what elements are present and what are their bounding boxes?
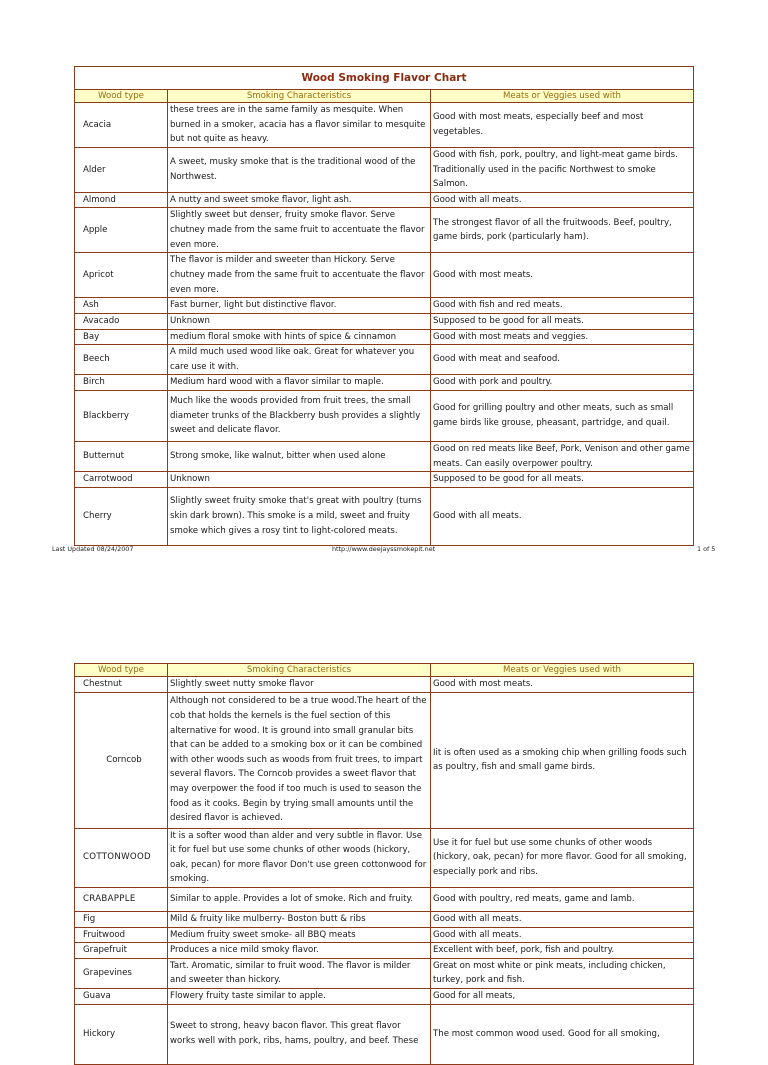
meats-cell: Good for grilling poultry and other meats, such as small game birds like grouse, pheasant, partridge, and quail.: [431, 390, 694, 441]
chart-title: Wood Smoking Flavor Chart: [75, 67, 694, 90]
smoking-cell: these trees are in the same family as mesquite. When burned in a smoker, acacia has a flavor similar to mesquite but not quite as heavy.: [168, 103, 431, 148]
smoking-cell: Similar to apple. Provides a lot of smoke. Rich and fruity.: [168, 887, 431, 911]
smoking-cell: A nutty and sweet smoke flavor, light ash.: [168, 192, 431, 208]
smoking-cell: Medium hard wood with a flavor similar to maple.: [168, 375, 431, 391]
table-row: [75, 943, 694, 959]
table-row: [75, 911, 694, 927]
table-row: [75, 148, 694, 193]
table-row: [75, 958, 694, 988]
meats-cell: Good with most meats.: [431, 677, 694, 693]
table-row: [75, 298, 694, 314]
wood-type-cell: Hickory: [75, 1004, 168, 1064]
meats-cell: Iit is often used as a smoking chip when grilling foods such as poultry, fish and small game birds.: [431, 692, 694, 828]
header-row: [75, 90, 694, 103]
smoking-cell: It is a softer wood than alder and very subtle in flavor. Use it for fuel but use some chunks of other woods (hickory, oak, pecan) for more flavor Don't use green cottonwood for smoking.: [168, 828, 431, 887]
table-row: [75, 208, 694, 253]
meats-cell: Great on most white or pink meats, including chicken, turkey, pork and fish.: [431, 958, 694, 988]
table-row: [75, 487, 694, 545]
smoking-cell: Slightly sweet nutty smoke flavor: [168, 677, 431, 693]
wood-type-cell: Carrotwood: [75, 472, 168, 488]
wood-type-cell: Blackberry: [75, 390, 168, 441]
footer-last-updated: Last Updated 08/24/2007: [52, 545, 134, 553]
table-row: [75, 329, 694, 345]
meats-cell: Good with most meats and veggies.: [431, 329, 694, 345]
table-row: [75, 887, 694, 911]
wood-type-cell: Grapefruit: [75, 943, 168, 959]
wood-type-cell: CRABAPPLE: [75, 887, 168, 911]
smoking-cell: The flavor is milder and sweeter than Hickory. Serve chutney made from the same fruit to accentuate the flavor even more.: [168, 253, 431, 298]
smoking-cell: Slightly sweet but denser, fruity smoke flavor. Serve chutney made from the same fruit to accentuate the flavor even more.: [168, 208, 431, 253]
meats-cell: The most common wood used. Good for all smoking,: [431, 1004, 694, 1064]
wood-type-cell: Cherry: [75, 487, 168, 545]
wood-type-cell: Bay: [75, 329, 168, 345]
meats-cell: Good with poultry, red meats, game and lamb.: [431, 887, 694, 911]
meats-cell: Good with all meats.: [431, 487, 694, 545]
wood-type-cell: Beech: [75, 345, 168, 375]
meats-cell: Good with fish and red meats.: [431, 298, 694, 314]
flavor-table-page-2: [74, 663, 694, 1065]
wood-type-cell: Fig: [75, 911, 168, 927]
wood-type-cell: Apple: [75, 208, 168, 253]
table-row: [75, 677, 694, 693]
table-row: [75, 345, 694, 375]
meats-cell: Good for all meats,: [431, 988, 694, 1004]
wood-type-cell: Alder: [75, 148, 168, 193]
header-row: [75, 664, 694, 677]
smoking-cell: Strong smoke, like walnut, bitter when used alone: [168, 441, 431, 471]
wood-type-cell: Apricot: [75, 253, 168, 298]
wood-type-cell: Grapevines: [75, 958, 168, 988]
meats-cell: Good with fish, pork, poultry, and light-meat game birds. Traditionally used in the pacific Northwest to smoke Salmon.: [431, 148, 694, 193]
smoking-cell: Although not considered to be a true wood.The heart of the cob that holds the kernels is the fuel section of this alternative for wood. It is ground into small granular bits that can be added to a smoking box or it can be combined with other woods such as woods from fruit trees, to impart several flavors. The Corncob provides a sweet flavor that may overpower the food if too much is used to season the food as it cooks. Begin by trying small amounts until the desired flavor is achieved.: [168, 692, 431, 828]
meats-cell: Excellent with beef, pork, fish and poultry.: [431, 943, 694, 959]
table-row: [75, 927, 694, 943]
wood-type-cell: Almond: [75, 192, 168, 208]
table-row: [75, 828, 694, 887]
meats-cell: Good on red meats like Beef, Pork, Venison and other game meats. Can easily overpower poultry.: [431, 441, 694, 471]
meats-cell: Good with meat and seafood.: [431, 345, 694, 375]
wood-type-cell: Fruitwood: [75, 927, 168, 943]
table-row: [75, 192, 694, 208]
wood-type-cell: Acacia: [75, 103, 168, 148]
table-row: [75, 390, 694, 441]
table-row: [75, 988, 694, 1004]
meats-cell: Good with all meats.: [431, 192, 694, 208]
meats-cell: Good with all meats.: [431, 911, 694, 927]
meats-cell: Good with most meats.: [431, 253, 694, 298]
meats-cell: Good with all meats.: [431, 927, 694, 943]
wood-type-cell: Chestnut: [75, 677, 168, 693]
smoking-cell: Produces a nice mild smoky flavor.: [168, 943, 431, 959]
header-smoking-characteristics: Smoking Characteristics: [168, 664, 431, 677]
footer-page-number: 1 of 5: [697, 545, 716, 553]
wood-type-cell: Corncob: [75, 692, 168, 828]
table-row: [75, 1004, 694, 1064]
header-wood-type: Wood type: [75, 664, 168, 677]
smoking-cell: A mild much used wood like oak. Great for whatever you care use it with.: [168, 345, 431, 375]
table-row: [75, 441, 694, 471]
smoking-cell: Much like the woods provided from fruit trees, the small diameter trunks of the Blackberry bush provides a slightly sweet and delicate flavor.: [168, 390, 431, 441]
smoking-cell: Sweet to strong, heavy bacon flavor. This great flavor works well with pork, ribs, hams, poultry, and beef. These: [168, 1004, 431, 1064]
smoking-cell: Unknown: [168, 313, 431, 329]
header-meats-veggies: Meats or Veggies used with: [431, 90, 694, 103]
header-smoking-characteristics: Smoking Characteristics: [168, 90, 431, 103]
smoking-cell: Mild & fruity like mulberry- Boston butt & ribs: [168, 911, 431, 927]
smoking-cell: Slightly sweet fruity smoke that's great with poultry (turns skin dark brown). This smoke is a mild, sweet and fruity smoke which gives a rosy tint to light-colored meats.: [168, 487, 431, 545]
table-row: [75, 253, 694, 298]
table-row: [75, 313, 694, 329]
footer-url: http://www.deejayssmokepit.net: [332, 545, 436, 553]
smoking-cell: Medium fruity sweet smoke- all BBQ meats: [168, 927, 431, 943]
table-row: [75, 103, 694, 148]
meats-cell: Supposed to be good for all meats.: [431, 313, 694, 329]
smoking-cell: Tart. Aromatic, similar to fruit wood. The flavor is milder and sweeter than hickory.: [168, 958, 431, 988]
wood-type-cell: COTTONWOOD: [75, 828, 168, 887]
smoking-cell: Fast burner, light but distinctive flavor.: [168, 298, 431, 314]
header-meats-veggies: Meats or Veggies used with: [431, 664, 694, 677]
wood-type-cell: Butternut: [75, 441, 168, 471]
table-row: [75, 692, 694, 828]
wood-type-cell: Birch: [75, 375, 168, 391]
meats-cell: Good with most meats, especially beef and most vegetables.: [431, 103, 694, 148]
wood-type-cell: Ash: [75, 298, 168, 314]
smoking-cell: A sweet, musky smoke that is the traditional wood of the Northwest.: [168, 148, 431, 193]
smoking-cell: Flowery fruity taste similar to apple.: [168, 988, 431, 1004]
meats-cell: Good with pork and poultry.: [431, 375, 694, 391]
table-row: [75, 375, 694, 391]
meats-cell: Use it for fuel but use some chunks of other woods (hickory, oak, pecan) for more flavor. Good for all smoking, especially pork and ribs.: [431, 828, 694, 887]
meats-cell: Supposed to be good for all meats.: [431, 472, 694, 488]
wood-type-cell: Avacado: [75, 313, 168, 329]
meats-cell: The strongest flavor of all the fruitwoods. Beef, poultry, game birds, pork (particularly ham).: [431, 208, 694, 253]
table-row: [75, 472, 694, 488]
flavor-table-page-1: [74, 66, 694, 546]
smoking-cell: medium floral smoke with hints of spice & cinnamon: [168, 329, 431, 345]
header-wood-type: Wood type: [75, 90, 168, 103]
wood-type-cell: Guava: [75, 988, 168, 1004]
smoking-cell: Unknown: [168, 472, 431, 488]
